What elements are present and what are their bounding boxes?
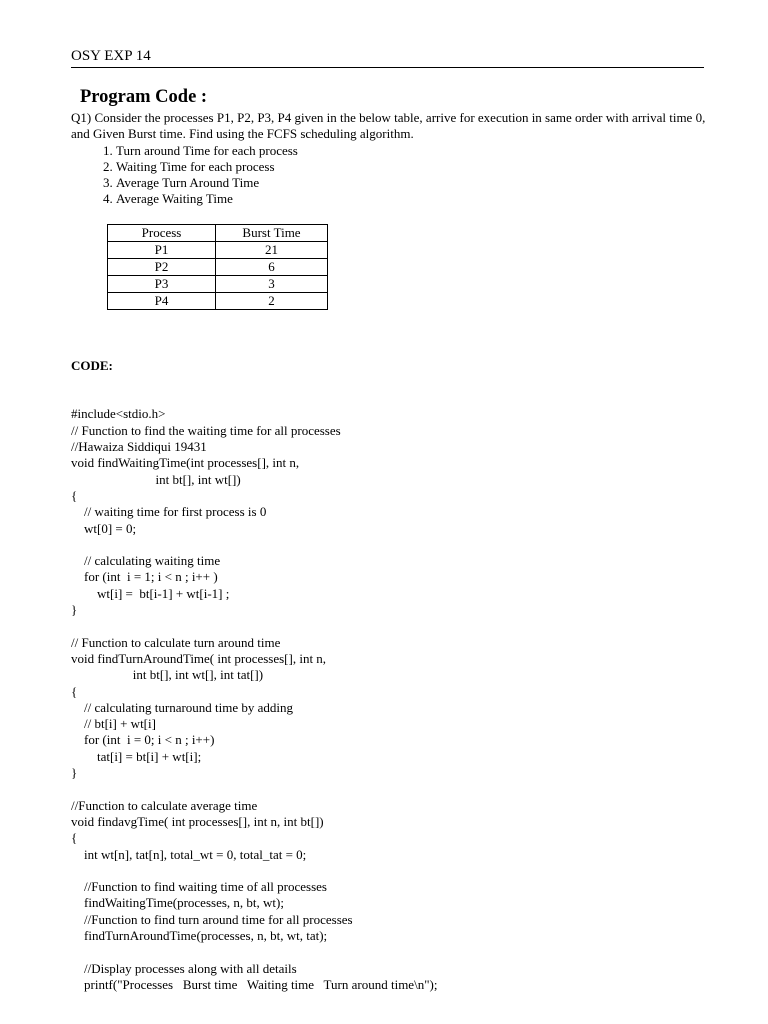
question-list: [71, 143, 711, 208]
code-line: wt[0] = 0;: [71, 520, 137, 536]
code-label: CODE:: [71, 357, 113, 373]
code-line: int wt[n], tat[n], total_wt = 0, total_tat = 0;: [71, 846, 307, 862]
code-line: // calculating waiting time: [71, 553, 221, 569]
code-line: findTurnAroundTime(processes, n, bt, wt, tat);: [71, 927, 328, 943]
table-cell: P4: [108, 293, 216, 310]
table-row: [108, 259, 328, 276]
code-line: //Function to find turn around time for all processes: [71, 911, 353, 927]
code-line: //Function to find waiting time of all processes: [71, 879, 327, 895]
code-line: findWaitingTime(processes, n, bt, wt);: [71, 895, 284, 911]
code-line: void findWaitingTime(int processes[], int n,: [71, 455, 300, 471]
code-line: int bt[], int wt[]): [71, 471, 241, 487]
column-header: Burst Time: [216, 225, 328, 242]
code-line: // Function to calculate turn around time: [71, 634, 281, 650]
table-cell: 6: [216, 259, 328, 276]
question-block: [71, 110, 711, 208]
code-line: }: [71, 602, 78, 618]
code-line: [71, 618, 731, 634]
question-item: 2. Waiting Time for each process: [116, 159, 711, 175]
code-line: [71, 537, 731, 553]
code-line: int bt[], int wt[], int tat[]): [71, 667, 264, 683]
code-line: // Function to find the waiting time for all processes: [71, 422, 341, 438]
code-line: //Display processes along with all details: [71, 960, 297, 976]
table-row: [108, 242, 328, 259]
code-line: //Function to calculate average time: [71, 797, 258, 813]
section-title: Program Code :: [80, 87, 208, 107]
question-item: 1. Turn around Time for each process: [116, 143, 711, 159]
code-line: {: [71, 487, 78, 503]
code-block: [71, 325, 731, 993]
table-row: [108, 276, 328, 293]
table-cell: P3: [108, 276, 216, 293]
question-item: 3. Average Turn Around Time: [116, 175, 711, 191]
code-line: tat[i] = bt[i] + wt[i];: [71, 748, 202, 764]
code-line: void findavgTime( int processes[], int n, int bt[]): [71, 813, 324, 829]
code-line: for (int i = 1; i < n ; i++ ): [71, 569, 218, 585]
column-header: Process: [108, 225, 216, 242]
table-cell: 3: [216, 276, 328, 293]
table-cell: 21: [216, 242, 328, 259]
code-line: // bt[i] + wt[i]: [71, 716, 156, 732]
code-line: void findTurnAroundTime( int processes[], int n,: [71, 650, 327, 666]
table-header-row: [108, 225, 328, 242]
code-line: [71, 781, 731, 797]
table-cell: P2: [108, 259, 216, 276]
code-line: [71, 944, 731, 960]
code-line: // calculating turnaround time by adding: [71, 699, 294, 715]
code-line: for (int i = 0; i < n ; i++): [71, 732, 215, 748]
code-line: wt[i] = bt[i-1] + wt[i-1] ;: [71, 585, 230, 601]
page-header: OSY EXP 14: [71, 46, 704, 68]
question-text: Q1) Consider the processes P1, P2, P3, P4 given in the below table, arrive for execution in same order with arrival time 0, and Given Burst time. Find using the FCFS scheduling algorithm.: [71, 110, 706, 142]
table-cell: 2: [216, 293, 328, 310]
code-line: printf("Processes Burst time Waiting time Turn around time\n");: [71, 976, 438, 992]
table-cell: P1: [108, 242, 216, 259]
code-line: // waiting time for first process is 0: [71, 504, 267, 520]
code-line: //Hawaiza Siddiqui 19431: [71, 439, 207, 455]
question-item: 4. Average Waiting Time: [116, 191, 711, 207]
code-line: [71, 863, 731, 879]
code-line: {: [71, 683, 78, 699]
code-line: {: [71, 830, 78, 846]
table-row: [108, 293, 328, 310]
code-line: #include<stdio.h>: [71, 406, 166, 422]
burst-time-table: [107, 224, 328, 310]
code-line: }: [71, 765, 78, 781]
